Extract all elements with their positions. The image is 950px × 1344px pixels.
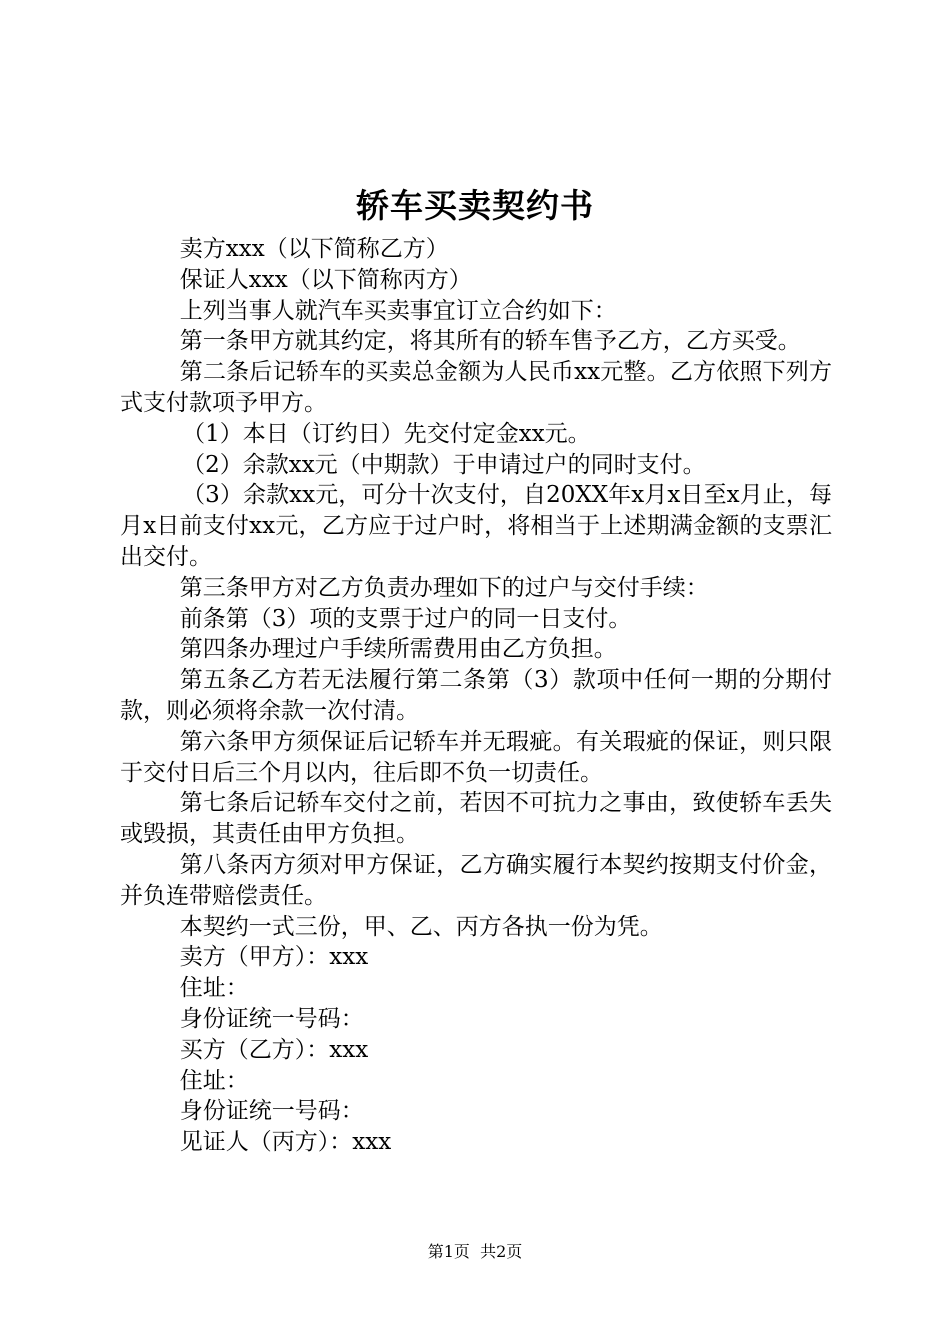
page-number-label: 第1页 共2页 — [427, 1242, 523, 1261]
buyer-address-line: 住址： — [179, 1067, 249, 1094]
seller-signature-line: 卖方（甲方）：xxx — [179, 944, 369, 971]
article-2: 第二条后记轿车的买卖总金额为人民币xx元整。乙方依照下列方式支付款项予甲方。 — [120, 359, 832, 416]
page-footer — [0, 1240, 950, 1264]
article-8: 第八条丙方须对甲方保证，乙方确实履行本契约按期支付价金，并负连带赔偿责任。 — [120, 851, 832, 909]
document-body — [120, 234, 832, 1158]
preamble: 上列当事人就汽车买卖事宜订立合约如下： — [179, 297, 617, 324]
article-4: 第四条办理过户手续所需费用由乙方负担。 — [179, 636, 617, 663]
document-title: 轿车买卖契约书 — [356, 186, 594, 225]
article-7: 第七条后记轿车交付之前，若因不可抗力之事由，致使轿车丢失或毁损，其责任由甲方负担。 — [120, 790, 832, 848]
buyer-id-line: 身份证统一号码： — [179, 1098, 364, 1125]
seller-intro: 卖方xxx（以下简称乙方） — [179, 236, 449, 262]
article-2-item-3: （3）余款xx元，可分十次支付，自20XX年x月x日至x月止，每月x日前支付xx元，乙方应于过户时，将相当于上述期满金额的支票汇出交付。 — [120, 482, 832, 570]
article-1: 第一条甲方就其约定，将其所有的轿车售予乙方，乙方买受。 — [179, 328, 801, 355]
article-3: 第三条甲方对乙方负责办理如下的过户与交付手续： — [179, 574, 709, 601]
witness-signature-line: 见证人（丙方）：xxx — [179, 1129, 392, 1156]
article-6: 第六条甲方须保证后记轿车并无瑕疵。有关瑕疵的保证，则只限于交付日后三个月以内，往后即不负一切责任。 — [120, 728, 832, 786]
buyer-signature-line: 买方（乙方）：xxx — [179, 1036, 369, 1063]
seller-address-line: 住址： — [179, 975, 249, 1002]
guarantor-intro: 保证人xxx（以下简称丙方） — [179, 266, 472, 293]
article-5: 第五条乙方若无法履行第二条第（3）款项中任何一期的分期付款，则必须将余款一次付清。 — [120, 667, 832, 724]
article-2-item-2: （2）余款xx元（中期款）于申请过户的同时支付。 — [182, 451, 706, 478]
article-2-item-1: （1）本日（订约日）先交付定金xx元。 — [182, 420, 591, 447]
copies-clause: 本契约一式三份，甲、乙、丙方各执一份为凭。 — [179, 913, 663, 940]
article-3-detail: 前条第（3）项的支票于过户的同一日支付。 — [179, 605, 632, 632]
seller-id-line: 身份证统一号码： — [179, 1005, 364, 1032]
